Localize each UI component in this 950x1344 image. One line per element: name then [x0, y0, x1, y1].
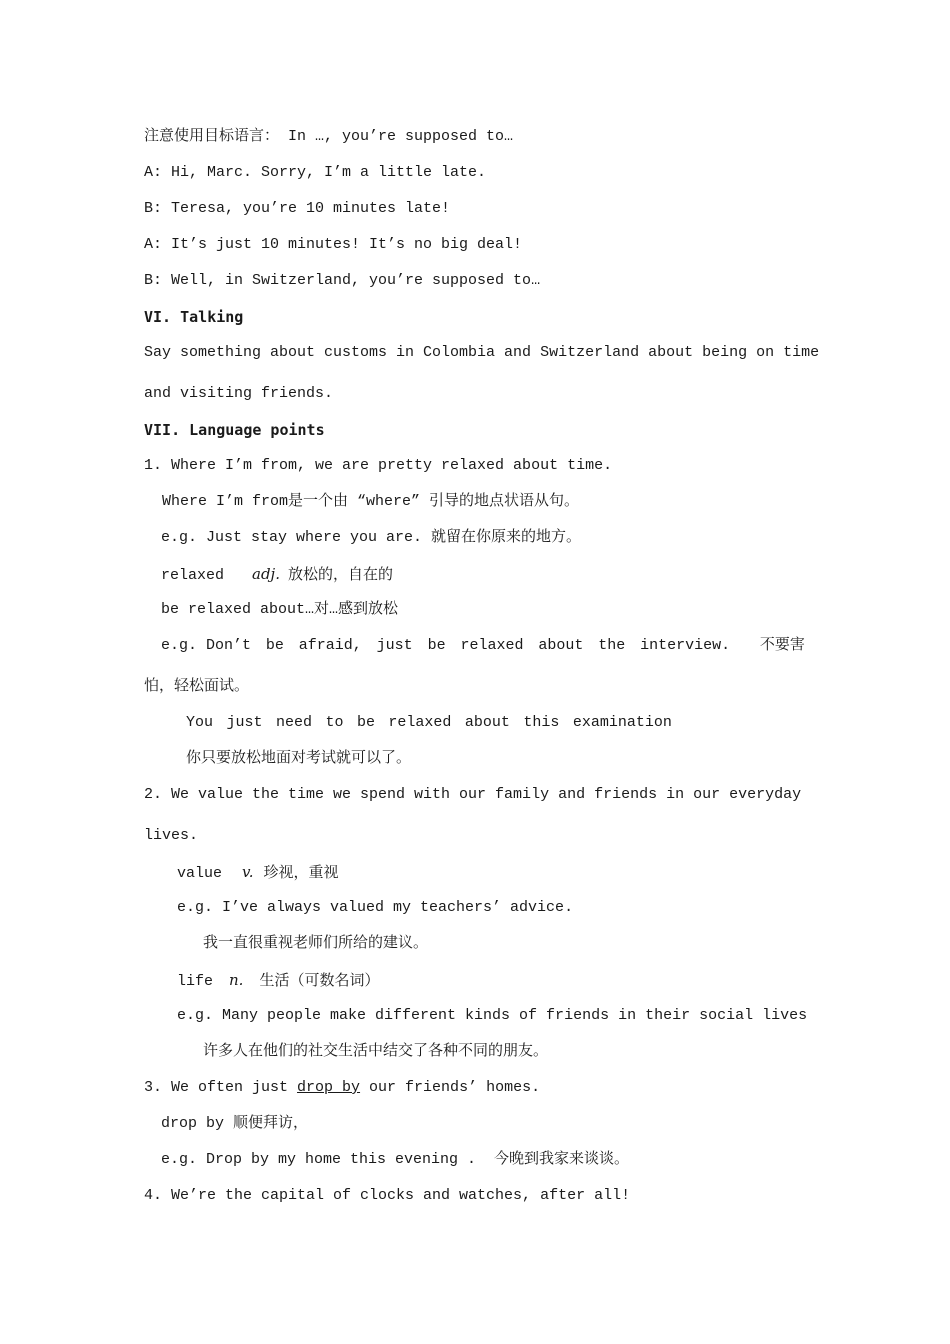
target-language-note: 注意使用目标语言： In …, you’re supposed to…	[144, 128, 514, 145]
talking-instruction: Say something about customs in Colombia and Switzerland about being on time	[144, 344, 820, 361]
vocab-relaxed	[161, 564, 393, 586]
word: interview.	[640, 637, 731, 654]
example-examination-translation: 你只要放松地面对考试就可以了。	[186, 750, 412, 767]
dialogue-line-a2: A: It’s just 10 minutes! It’s no big deal!	[144, 236, 523, 253]
point-1-example: e.g. Just stay where you are. 就留在你原来的地方。	[161, 529, 582, 546]
word: this	[523, 714, 560, 731]
value-example: e.g. I’ve always valued my teachers’ advice.	[177, 899, 574, 916]
word: relaxed	[388, 714, 452, 731]
point-2-sentence-cont: lives.	[144, 827, 199, 844]
point-2-sentence: 2. We value the time we spend with our family and friends in our everyday	[144, 786, 802, 803]
dialogue-line-b2: B: Well, in Switzerland, you’re supposed to…	[144, 272, 541, 289]
word: examination	[572, 714, 672, 731]
vocab-meaning: 珍视，重视	[263, 865, 339, 882]
phrase-be-relaxed-about: be relaxed about…对…感到放松	[161, 601, 399, 618]
vocab-life	[177, 970, 379, 992]
point-3-sentence: 3. We often just drop by our friends’ homes.	[144, 1079, 541, 1096]
dialogue-line-b1: B: Teresa, you’re 10 minutes late!	[144, 200, 451, 217]
section-heading-language-points: VII. Language points	[144, 421, 325, 439]
point-4-sentence: 4. We’re the capital of clocks and watches, after all!	[144, 1187, 631, 1204]
word: the	[598, 637, 626, 654]
example-translation-cont: 怕，轻松面试。	[144, 678, 250, 695]
life-example: e.g. Many people make different kinds of friends in their social lives	[177, 1007, 808, 1024]
dialogue-line-a1: A: Hi, Marc. Sorry, I’m a little late.	[144, 164, 487, 181]
word: relaxed	[460, 637, 524, 654]
life-example-translation: 许多人在他们的社交生活中结交了各种不同的朋友。	[203, 1043, 549, 1060]
phrase-drop-by: drop by 顺便拜访，	[161, 1115, 309, 1132]
vocab-word: life	[177, 973, 214, 990]
point-1-sentence: 1. Where I’m from, we are pretty relaxed about time.	[144, 457, 613, 474]
drop-by-example: e.g. Drop by my home this evening . 今晚到我家来谈谈。	[161, 1151, 630, 1168]
example-dont-be-afraid	[161, 636, 805, 656]
word: just	[226, 714, 263, 731]
word: need	[275, 714, 312, 731]
part-of-speech: v.	[242, 863, 254, 881]
vocab-meaning: 生活（可数名词）	[259, 973, 380, 990]
point-1-explanation: Where I’m from是一个由 “where” 引导的地点状语从句。	[162, 493, 580, 510]
word: just	[376, 637, 413, 654]
vocab-meaning: 放松的，自在的	[287, 567, 393, 584]
section-heading-talking: VI. Talking	[144, 308, 244, 326]
vocab-word: value	[177, 865, 223, 882]
value-example-translation: 我一直很重视老师们所给的建议。	[203, 935, 429, 952]
word: e.g. Don’t	[161, 637, 252, 654]
underlined-phrase: drop by	[297, 1079, 361, 1096]
word: 不要害	[759, 637, 805, 654]
word: be	[265, 637, 284, 654]
part-of-speech: n.	[229, 971, 244, 989]
part-of-speech: adj.	[252, 565, 280, 583]
vocab-word: relaxed	[161, 567, 225, 584]
word: You	[186, 714, 214, 731]
word: about	[538, 637, 584, 654]
word: to	[325, 714, 344, 731]
vocab-value	[177, 862, 339, 884]
talking-instruction-cont: and visiting friends.	[144, 385, 334, 402]
word: about	[464, 714, 510, 731]
word: be	[356, 714, 375, 731]
word: be	[427, 637, 446, 654]
word: afraid,	[298, 637, 362, 654]
example-examination	[186, 713, 672, 733]
